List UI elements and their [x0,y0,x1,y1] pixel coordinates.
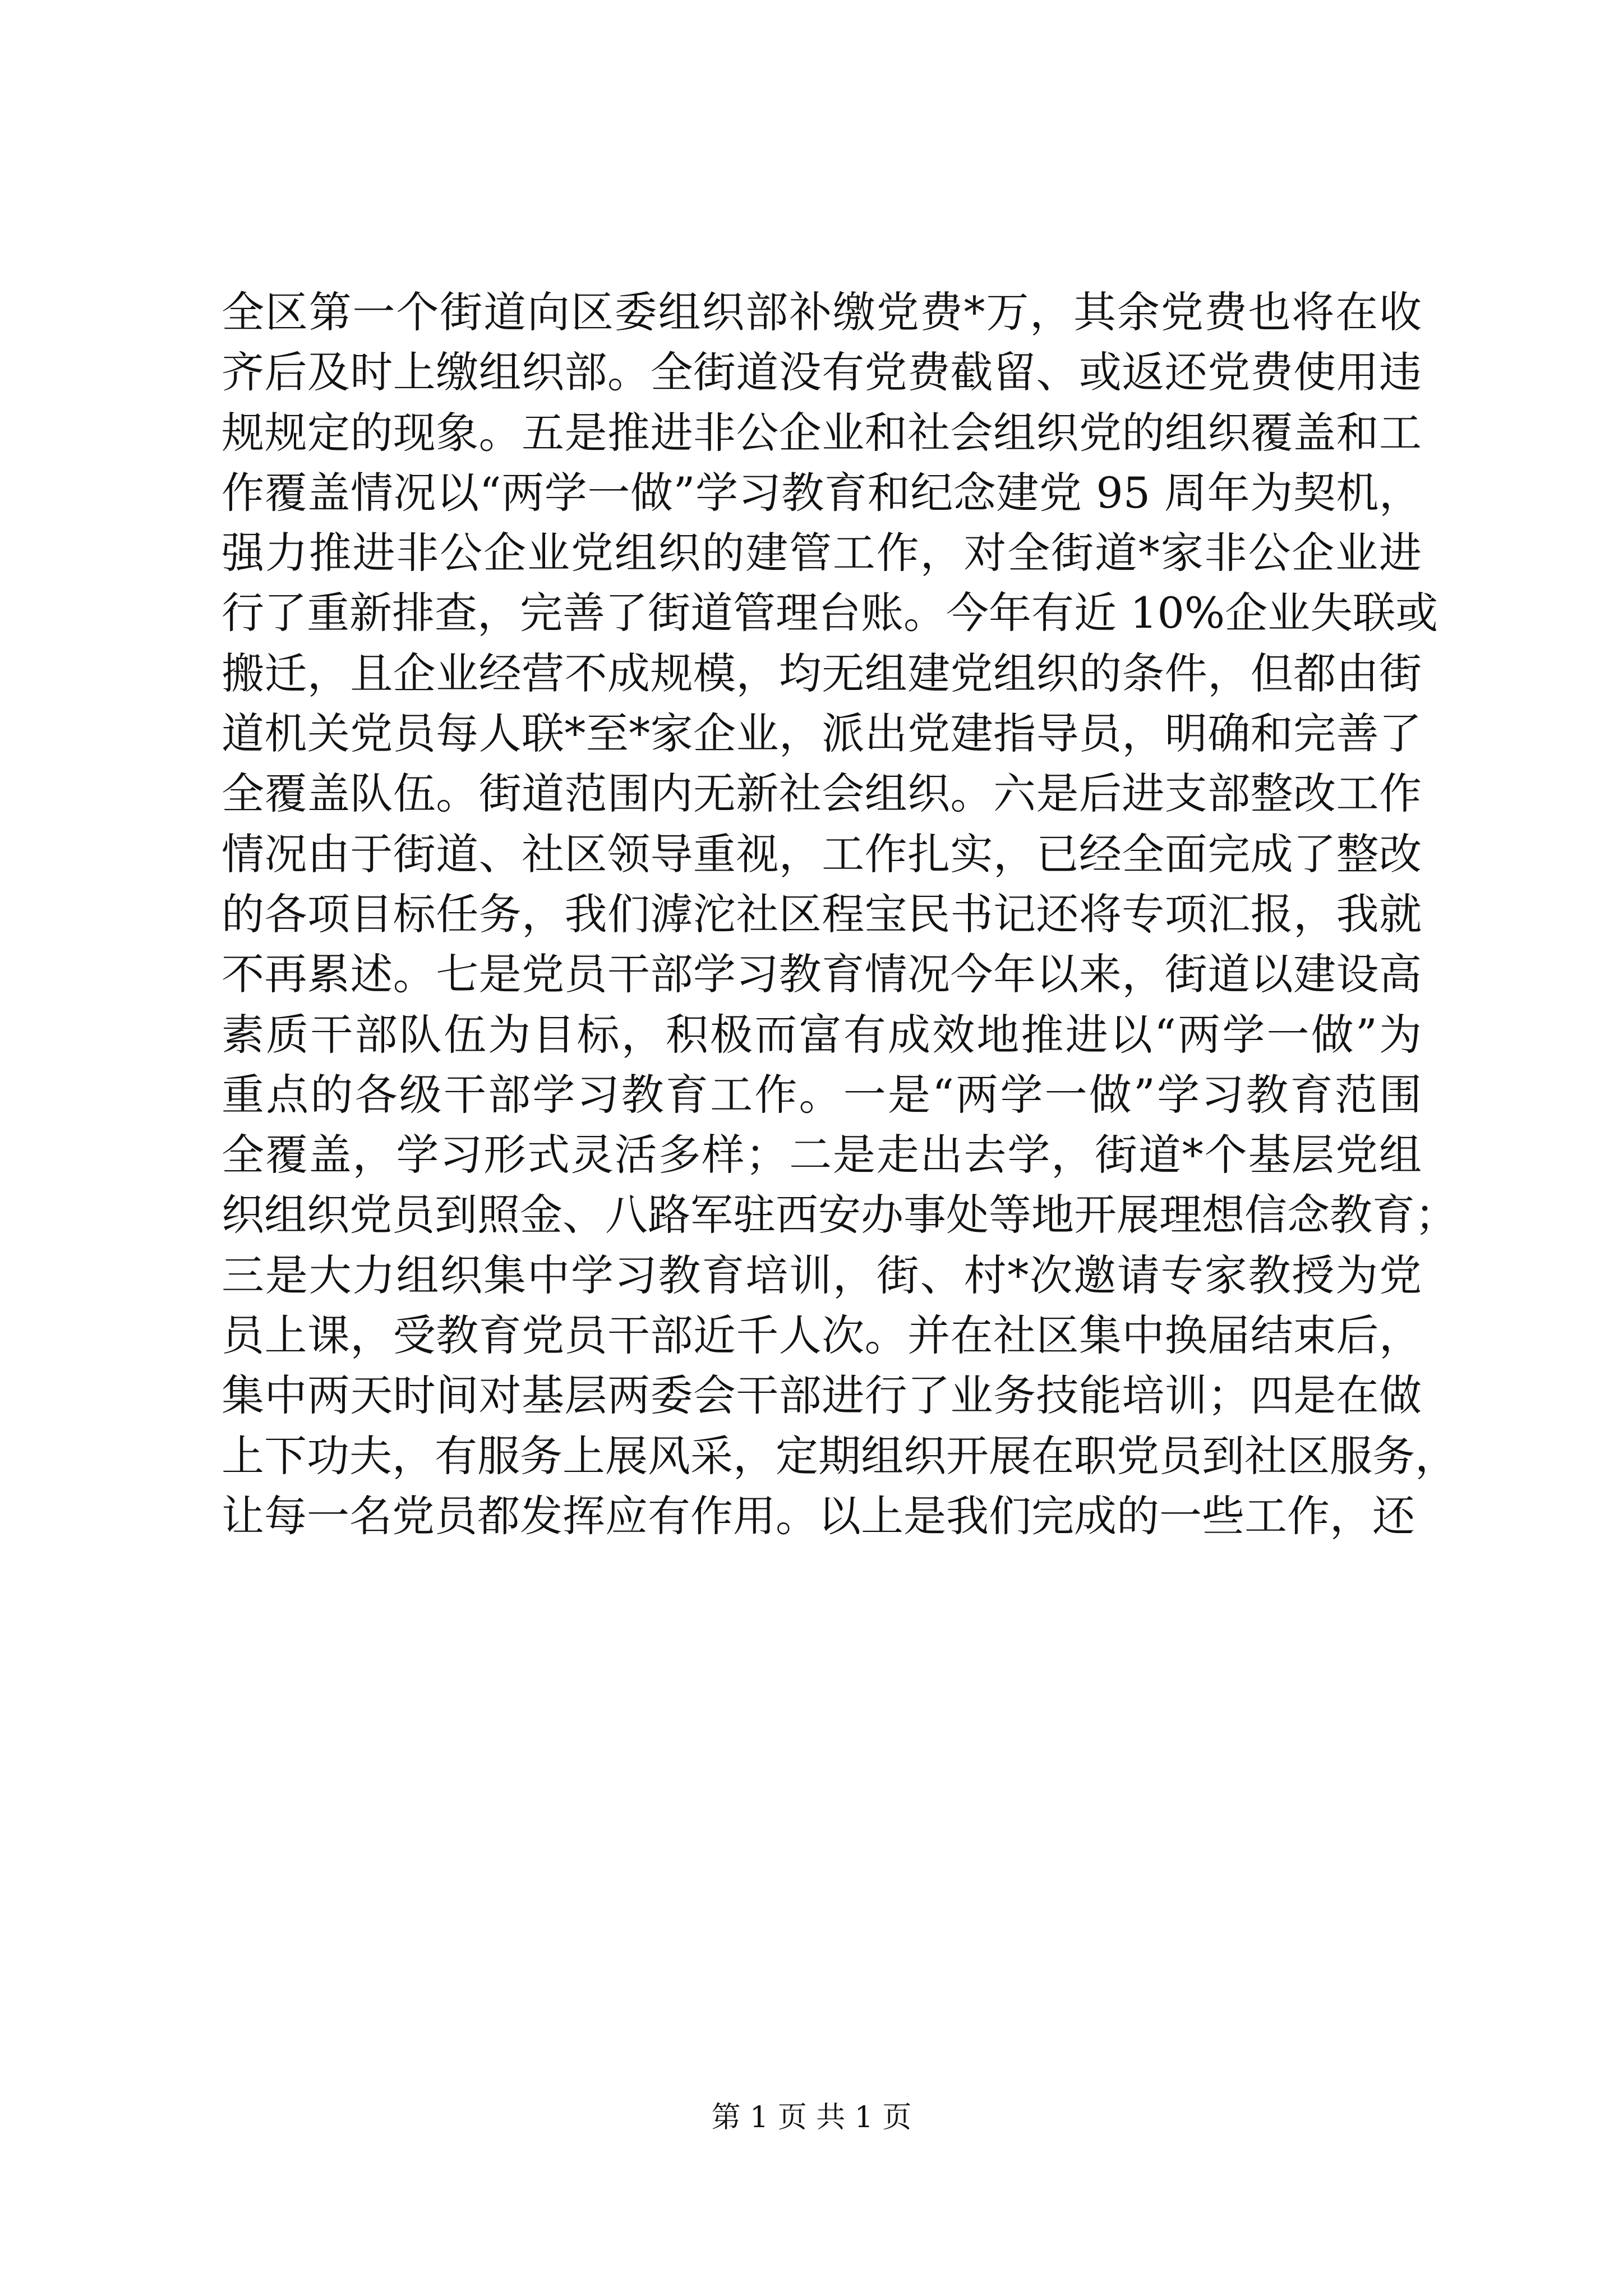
text-line: 规规定的现象。五是推进非公企业和社会组织党的组织覆盖和工 [222,407,1422,458]
text-line: 的各项目标任务，我们滹沱社区程宝民书记还将专项汇报，我就 [222,889,1422,939]
text-line: 织组织党员到照金、八路军驻西安办事处等地开展理想信念教育； [222,1190,1458,1240]
text-line: 作覆盖情况以“两学一做”学习教育和纪念建党 95 周年为契机， [222,467,1422,518]
text-line: 搬迁，且企业经营不成规模，均无组建党组织的条件，但都由街 [222,648,1422,698]
text-line: 三是大力组织集中学习教育培训，街、村*次邀请专家教授为党 [222,1250,1422,1300]
text-line: 集中两天时间对基层两委会干部进行了业务技能培训；四是在做 [222,1370,1422,1421]
text-line: 素质干部队伍为目标，积极而富有成效地推进以“两学一做”为 [222,1009,1422,1060]
text-line: 强力推进非公企业党组织的建管工作，对全街道*家非公企业进 [222,528,1422,578]
text-line: 情况由于街道、社区领导重视，工作扎实，已经全面完成了整改 [222,829,1422,879]
text-line: 让每一名党员都发挥应有作用。以上是我们完成的一些工作，还 [222,1490,1415,1541]
text-line: 全覆盖，学习形式灵活多样；二是走出去学，街道*个基层党组 [222,1130,1422,1180]
body-text [222,282,1458,1546]
text-line: 全区第一个街道向区委组织部补缴党费*万，其余党费也将在收 [222,287,1422,337]
text-line: 重点的各级干部学习教育工作。一是“两学一做”学习教育范围 [222,1069,1422,1120]
text-line: 全覆盖队伍。街道范围内无新社会组织。六是后进支部整改工作 [222,769,1422,819]
page-footer: 第 1 页 共 1 页 [711,2101,912,2134]
text-line: 员上课，受教育党员干部近千人次。并在社区集中换届结束后， [222,1310,1422,1361]
text-line: 齐后及时上缴组织部。全街道没有党费截留、或返还党费使用违 [222,347,1422,398]
text-line: 上下功夫，有服务上展风采，定期组织开展在职党员到社区服务， [222,1430,1458,1481]
text-line: 行了重新排查，完善了街道管理台账。今年有近 10%企业失联或 [222,588,1438,638]
text-line: 道机关党员每人联*至*家企业，派出党建指导员，明确和完善了 [222,708,1422,759]
text-line: 不再累述。七是党员干部学习教育情况今年以来，街道以建设高 [222,949,1422,1000]
